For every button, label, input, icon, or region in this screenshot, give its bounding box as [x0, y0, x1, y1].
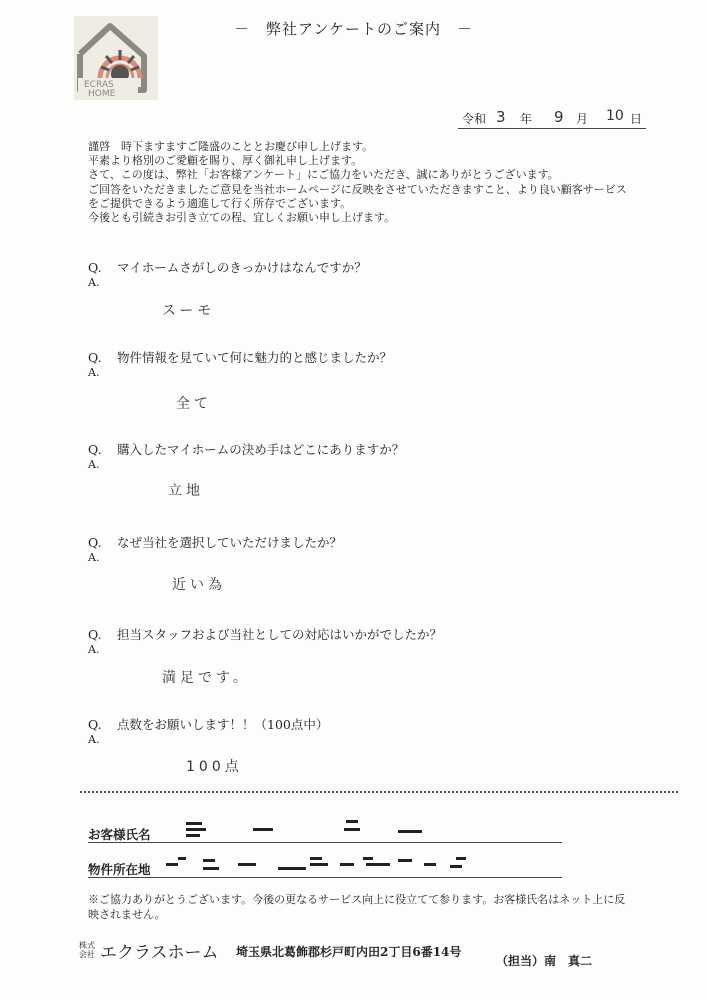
answer-label: A.: [88, 276, 100, 289]
customer-name-field[interactable]: [88, 842, 562, 843]
answer-3: 立地: [168, 483, 204, 499]
house-logo-icon: [74, 16, 158, 100]
note-line: 映されません。: [88, 908, 166, 921]
property-location-field[interactable]: [88, 877, 562, 878]
ecras-home-logo: [74, 16, 158, 100]
question-3: Q. 購入したマイホームの決め手はどこにありますか？: [88, 442, 405, 457]
intro-line: さて、この度は、弊社「お客様アンケート」にご協力をいただき、誠にありがとうございます。: [88, 168, 559, 182]
intro-text: [88, 140, 648, 225]
question-1: Q. マイホームさがしのきっかけはなんですか？: [88, 260, 367, 275]
intro-line: 謹啓 時下ますますご隆盛のこととお慶び申し上げます。: [88, 140, 374, 153]
svg-text:HOME: HOME: [88, 89, 116, 99]
company-type: 株式 会社: [79, 941, 95, 959]
date-day-unit: 日: [630, 112, 643, 126]
intro-line: をご提供できるよう適進して行く所存でございます。: [88, 196, 352, 210]
answer-label: A.: [88, 733, 100, 746]
answer-label: A.: [88, 366, 100, 379]
intro-line: 平素より格別のご愛顧を賜り、厚く御礼申し上げます。: [88, 154, 363, 168]
question-4: Q. なぜ当社を選択していただけましたか？: [88, 535, 343, 550]
intro-line: ご回答をいただきましたご意見を当社ホームページに反映をさせていただきますこと、より良い顧客サービス: [88, 182, 627, 196]
date-day: 10: [606, 108, 624, 124]
date-month: 9: [554, 108, 564, 126]
page-title: － 弊社アンケートのご案内 －: [233, 20, 474, 38]
date-era: 令和: [462, 112, 487, 126]
intro-line: 今後とも引続きお引き立ての程、宜しくお願い申し上げます。: [88, 211, 396, 225]
answer-2: 全て: [176, 396, 212, 412]
property-location-label: 物件所在地: [88, 862, 151, 877]
answer-label: A.: [88, 458, 100, 471]
question-5: Q. 担当スタッフおよび当社としての対応はいかがでしたか？: [88, 627, 443, 642]
question-6: Q. 点数をお願いします！！（100点中）: [88, 717, 329, 732]
date-month-unit: 月: [576, 112, 589, 126]
staff-in-charge: （担当）南 真二: [496, 954, 593, 968]
note-line: ※ご協力ありがとうございます。今後の更なるサービス向上に役立てて参ります。お客様氏名はネット上に反: [88, 893, 626, 906]
answer-4: 近い為: [172, 577, 226, 593]
date-year: 3: [496, 108, 506, 126]
date-year-unit: 年: [520, 112, 533, 126]
svg-text:ECRAS: ECRAS: [84, 80, 114, 90]
footer-note: [88, 892, 688, 922]
customer-name-label: お客様氏名: [88, 827, 151, 842]
answer-label: A.: [88, 551, 100, 564]
answer-1: スーモ: [162, 303, 216, 319]
date-field: [458, 108, 646, 129]
answer-6: 100点: [186, 759, 243, 775]
question-2: Q. 物件情報を見ていて何に魅力的と感じましたか？: [88, 350, 393, 365]
answer-label: A.: [88, 643, 100, 656]
company-address: 埼玉県北葛飾郡杉戸町内田2丁目6番14号: [236, 945, 462, 959]
dotted-divider: [80, 791, 678, 793]
answer-5: 満足です。: [162, 670, 251, 686]
company-name: エクラスホーム: [100, 943, 219, 963]
